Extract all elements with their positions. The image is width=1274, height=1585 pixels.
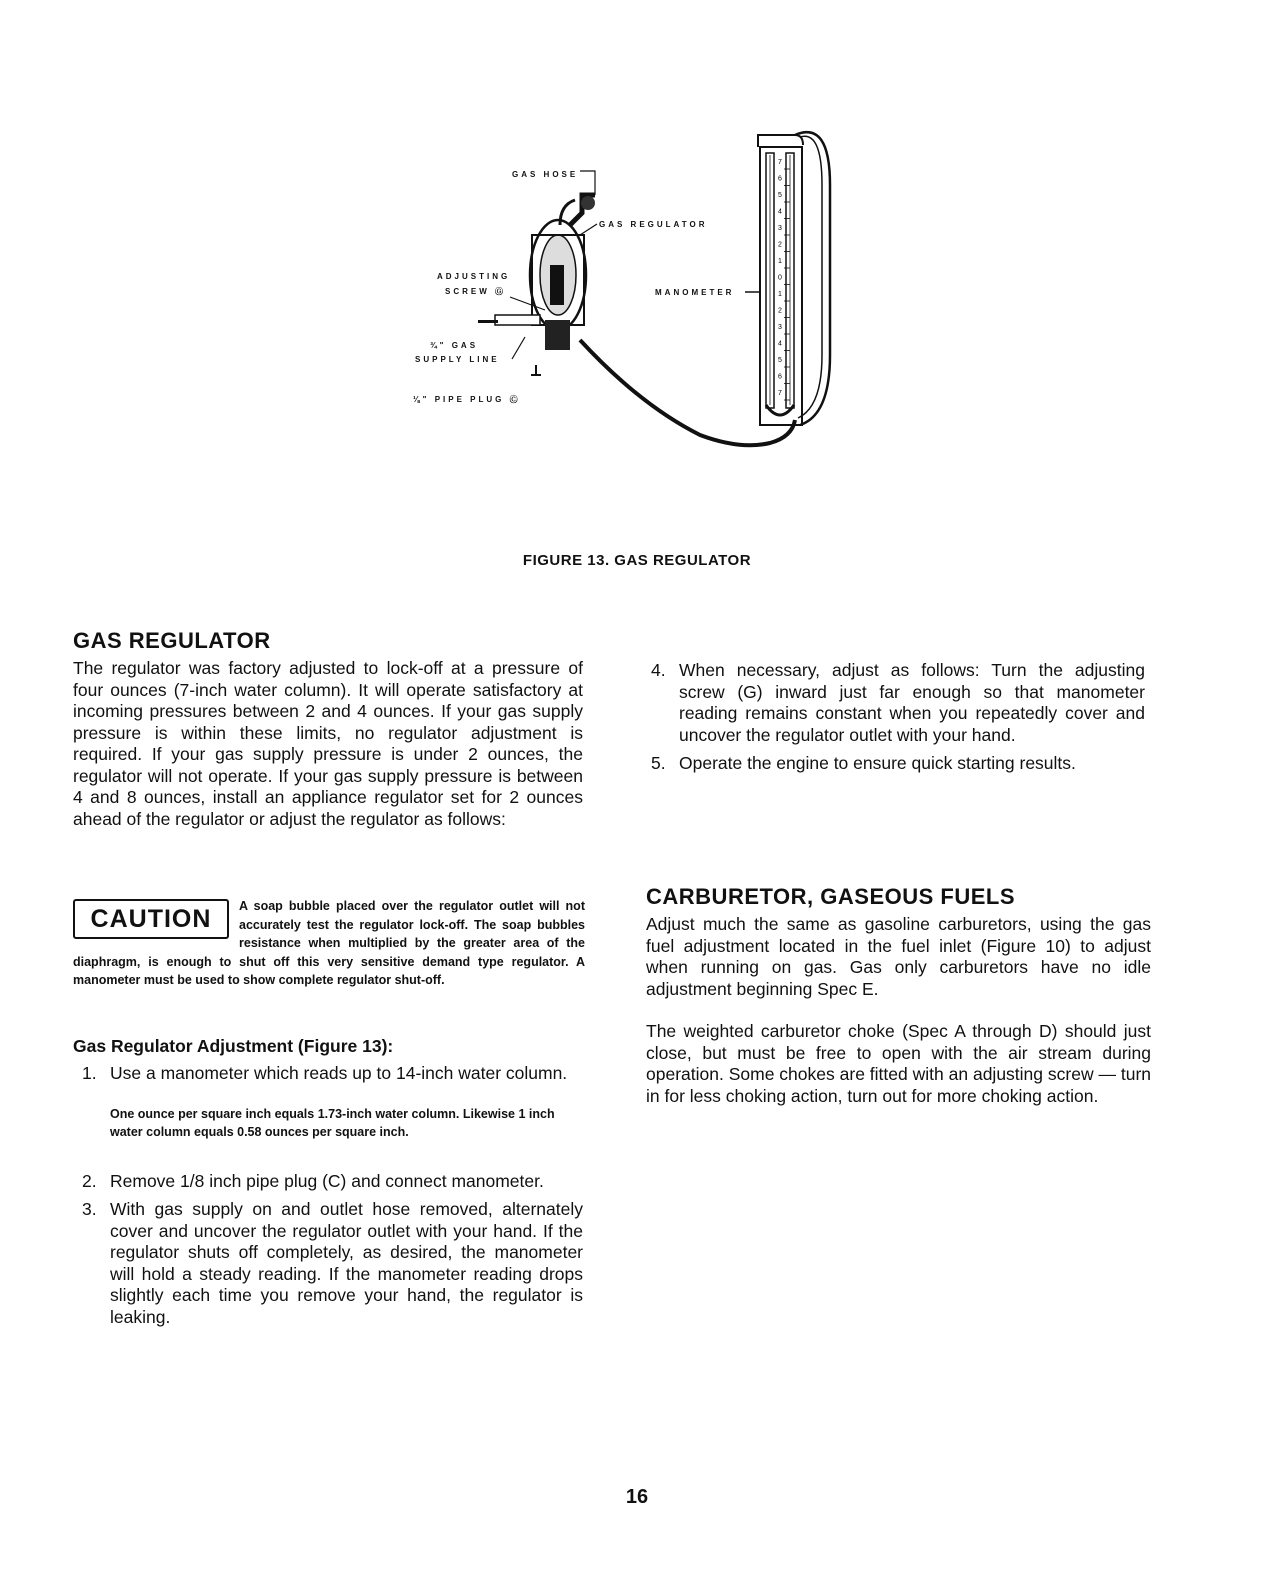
- caution-text: A soap bubble placed over the regulator outlet will not accurately test the regulator lock-off. The soap bubbles resistance when multiplied by the greater area of the diaphragm, is enough to shut off this very sensitive demand type regulator. A manometer must be used to show complete regulator shut-off.: [73, 899, 585, 987]
- step-item: [73, 1063, 583, 1085]
- label-pipe-plug: ⅛" PIPE PLUG Ⓒ: [413, 395, 521, 404]
- step-number: 4.: [651, 660, 666, 680]
- scale-tick-label: 1: [778, 291, 782, 298]
- scale-tick-label: 0: [778, 274, 782, 282]
- figure-caption: FIGURE 13. GAS REGULATOR: [522, 552, 752, 569]
- caution-badge: CAUTION: [73, 899, 229, 939]
- carburetor-section: [646, 884, 1151, 1107]
- step-text: With gas supply on and outlet hose removed, alternately cover and uncover the regulator outlet with your hand. If the regulator shuts off completely, as desired, the manometer will hold a steady reading. If the manometer reading drops slightly each time you remove your hand, the regulator is leaking.: [110, 1199, 583, 1327]
- section-heading-gas-regulator: GAS REGULATOR: [73, 628, 271, 653]
- adjustment-steps-continued: [642, 660, 1145, 775]
- scale-tick-label: 4: [778, 340, 782, 348]
- scale-tick-label: 6: [778, 175, 782, 183]
- conversion-note: One ounce per square inch equals 1.73-inch water column. Likewise 1 inch water column equals 0.58 ounces per square inch.: [110, 1106, 555, 1139]
- step-number: 5.: [651, 753, 666, 773]
- step-item: [73, 1171, 583, 1193]
- label-supply-line: SUPPLY LINE: [415, 355, 500, 364]
- gas-regulator-intro: The regulator was factory adjusted to lock-off at a pressure of four ounces (7-inch water column). It will operate satisfactory at incoming pressures between 2 and 4 ounces. If your gas supply pressure is within these limits, no regulator adjustment is required. If your gas supply pressure is under 2 ounces, the regulator will not operate. If your gas supply pressure is between 4 and 8 ounces, install an appliance regulator set for 2 ounces ahead of the regulator or adjust the regulator as follows:: [73, 658, 583, 829]
- step-number: 1.: [82, 1063, 97, 1083]
- scale-tick-label: 1: [778, 258, 782, 265]
- caution-block: [73, 897, 585, 990]
- step-text: When necessary, adjust as follows: Turn the adjusting screw (G) inward just far enough so that manometer reading remains constant when you repeatedly cover and uncover the regulator outlet with your hand.: [679, 660, 1145, 745]
- scale-tick-label: 2: [778, 307, 782, 315]
- label-gas-hose: GAS HOSE: [512, 170, 579, 179]
- scale-tick-label: 4: [778, 208, 782, 216]
- adjustment-steps: [73, 1036, 583, 1328]
- label-gas-regulator: GAS REGULATOR: [599, 220, 708, 229]
- subheading-adjustment: Gas Regulator Adjustment (Figure 13):: [73, 1036, 394, 1056]
- step-number: 3.: [82, 1199, 97, 1219]
- step-number: 2.: [82, 1170, 97, 1191]
- step-text: Operate the engine to ensure quick starting results.: [679, 753, 1076, 773]
- scale-tick-label: 3: [778, 225, 782, 232]
- gas-regulator-section: [73, 628, 583, 830]
- label-gas-size: ¾" GAS: [430, 341, 479, 350]
- scale-tick-label: 2: [778, 241, 782, 249]
- carburetor-paragraph-1: Adjust much the same as gasoline carburetors, using the gas fuel adjustment located in the fuel inlet (Figure 10) to adjust when running on gas. Gas only carburetors have no idle adjustment beginning Spec E.: [646, 914, 1151, 999]
- step-item: [73, 1199, 583, 1328]
- label-manometer: MANOMETER: [655, 288, 735, 297]
- gas-regulator-figure: [400, 125, 860, 470]
- scale-tick-label: 6: [778, 373, 782, 381]
- step-text: Remove 1/8 inch pipe plug (C) and connect manometer.: [110, 1170, 544, 1191]
- page-number: 16: [625, 1486, 649, 1508]
- step-item: [642, 753, 1145, 775]
- section-heading-carburetor: CARBURETOR, GASEOUS FUELS: [646, 884, 1016, 909]
- pipe-plug: [531, 365, 541, 375]
- scale-tick-label: 5: [778, 192, 782, 199]
- step-text: Use a manometer which reads up to 14-inch water column.: [110, 1063, 568, 1083]
- label-screw: SCREW Ⓖ: [445, 287, 506, 296]
- carburetor-paragraph-2: The weighted carburetor choke (Spec A through D) should just close, but must be free to open with the air stream during operation. Some chokes are fitted with an adjusting screw — turn in for less choking action, turn out for more choking action.: [646, 1021, 1151, 1106]
- scale-tick-label: 7: [778, 390, 782, 397]
- scale-tick-label: 7: [778, 159, 782, 166]
- scale-tick-label: 3: [778, 324, 782, 331]
- step-item: [642, 660, 1145, 746]
- label-adjusting: ADJUSTING: [437, 272, 511, 281]
- scale-tick-label: 5: [778, 357, 782, 364]
